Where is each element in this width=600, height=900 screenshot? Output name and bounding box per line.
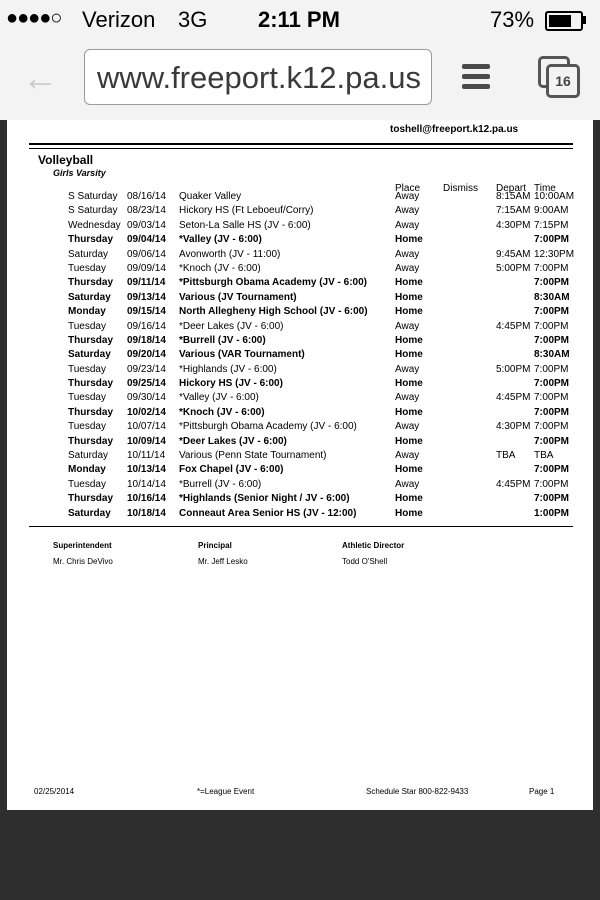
game-opponent: *Knoch (JV - 6:00) — [179, 406, 265, 418]
game-opponent: Hickory HS (JV - 6:00) — [179, 378, 283, 390]
game-place: Home — [395, 464, 423, 476]
game-opponent: Various (VAR Tournament) — [179, 349, 305, 361]
battery-fill — [549, 15, 571, 27]
reader-menu-icon[interactable] — [462, 64, 490, 92]
game-depart: 4:45PM — [496, 478, 531, 490]
table-row — [7, 377, 593, 391]
game-date: 09/25/14 — [127, 378, 166, 390]
game-date: 09/13/14 — [127, 291, 166, 303]
game-day: Tuesday — [68, 421, 106, 433]
game-depart: 4:45PM — [496, 392, 531, 404]
game-day: Thursday — [68, 493, 114, 505]
game-day: Saturday — [68, 349, 111, 361]
game-place: Away — [395, 363, 420, 375]
header-rule-thin — [29, 148, 573, 149]
game-depart: 4:30PM — [496, 219, 531, 231]
table-row — [7, 248, 593, 262]
table-row — [7, 463, 593, 477]
game-place: Home — [395, 234, 423, 246]
game-opponent: Quaker Valley — [179, 191, 242, 202]
table-row — [7, 262, 593, 276]
game-opponent: Various (JV Tournament) — [179, 291, 297, 303]
game-day: Tuesday — [68, 262, 106, 274]
table-row — [7, 190, 593, 204]
game-day: Tuesday — [68, 392, 106, 404]
game-time: 7:00PM — [534, 262, 569, 274]
game-time: 7:00PM — [534, 435, 570, 447]
game-depart: 8:15AM — [496, 191, 531, 202]
game-depart: 5:00PM — [496, 262, 531, 274]
game-time: 7:00PM — [534, 306, 570, 318]
game-place: Away — [395, 478, 420, 490]
table-row — [7, 507, 593, 521]
table-row — [7, 420, 593, 434]
game-depart: 7:15AM — [496, 205, 531, 217]
game-day: S Saturday — [68, 205, 118, 217]
game-time: 12:30PM — [534, 248, 575, 260]
game-date: 10/13/14 — [127, 464, 166, 476]
signature-name: Todd O'Shell — [342, 557, 388, 566]
contact-email[interactable]: toshell@freeport.k12.pa.us — [390, 124, 519, 135]
signature-name: Mr. Jeff Lesko — [198, 557, 248, 566]
footer-schedule-star: Schedule Star 800-822-9433 — [366, 787, 469, 796]
game-time: 7:00PM — [534, 406, 570, 418]
game-date: 09/11/14 — [127, 277, 166, 289]
game-time: 7:00PM — [534, 277, 570, 289]
game-opponent: Avonworth (JV - 11:00) — [179, 248, 281, 260]
game-opponent: *Pittsburgh Obama Academy (JV - 6:00) — [179, 421, 357, 433]
game-day: Saturday — [68, 450, 109, 462]
game-place: Away — [395, 219, 420, 231]
game-date: 10/09/14 — [127, 435, 166, 447]
game-day: Tuesday — [68, 363, 106, 375]
game-date: 09/04/14 — [127, 234, 166, 246]
table-row — [7, 305, 593, 319]
game-time: 7:15PM — [534, 219, 569, 231]
game-date: 09/16/14 — [127, 320, 166, 332]
table-row — [7, 334, 593, 348]
game-place: Away — [395, 262, 420, 274]
game-depart: 4:30PM — [496, 421, 531, 433]
game-place: Home — [395, 493, 423, 505]
battery-percent: 73% — [490, 7, 535, 32]
tabs-count: 16 — [546, 64, 580, 98]
game-time: 1:00PM — [534, 507, 570, 519]
game-opponent: *Burrell (JV - 6:00) — [179, 478, 262, 490]
table-row — [7, 320, 593, 334]
browser-toolbar — [0, 40, 600, 120]
table-row — [7, 435, 593, 449]
game-time: 8:30AM — [534, 349, 570, 361]
game-time: 7:00PM — [534, 320, 569, 332]
game-date: 10/16/14 — [127, 493, 166, 505]
game-day: Saturday — [68, 248, 109, 260]
game-place: Home — [395, 277, 423, 289]
sport-title: Volleyball — [38, 153, 94, 167]
team-subtitle: Girls Varsity — [53, 168, 106, 178]
game-time: 9:00AM — [534, 205, 569, 217]
game-time: 7:00PM — [534, 478, 569, 490]
game-opponent: Hickory HS (Ft Leboeuf/Corry) — [179, 205, 314, 217]
game-day: Thursday — [68, 334, 114, 346]
url-text: www.freeport.k12.pa.us — [97, 60, 421, 95]
signature-name: Mr. Chris DeVivo — [53, 557, 113, 566]
game-day: Monday — [68, 464, 106, 476]
game-day: S Saturday — [68, 191, 118, 202]
column-header-place: Place — [395, 183, 421, 194]
game-day: Saturday — [68, 291, 111, 303]
game-time: 7:00PM — [534, 392, 569, 404]
table-row — [7, 348, 593, 362]
game-place: Home — [395, 349, 423, 361]
game-opponent: Various (Penn State Tournament) — [179, 450, 327, 462]
game-time: 7:00PM — [534, 334, 570, 346]
table-row — [7, 492, 593, 506]
game-opponent: *Highlands (JV - 6:00) — [179, 363, 277, 375]
footer-legend: *=League Event — [197, 787, 255, 796]
game-day: Thursday — [68, 234, 114, 246]
game-time: 7:00PM — [534, 234, 570, 246]
footer-rule — [29, 526, 573, 527]
footer-date: 02/25/2014 — [34, 787, 75, 796]
game-opponent: *Burrell (JV - 6:00) — [179, 334, 266, 346]
game-day: Thursday — [68, 406, 114, 418]
game-place: Away — [395, 450, 420, 462]
column-header-time: Time — [534, 183, 556, 194]
game-depart: 9:45AM — [496, 248, 531, 260]
footer-page-number: Page 1 — [529, 787, 555, 796]
schedule-document — [7, 120, 593, 810]
game-date: 09/30/14 — [127, 392, 166, 404]
signature-title: Principal — [198, 541, 232, 550]
game-place: Away — [395, 248, 420, 260]
table-row — [7, 291, 593, 305]
table-row — [7, 233, 593, 247]
game-time: 7:00PM — [534, 493, 570, 505]
table-row — [7, 363, 593, 377]
game-date: 09/18/14 — [127, 334, 166, 346]
game-date: 10/02/14 — [127, 406, 166, 418]
game-place: Away — [395, 392, 420, 404]
game-depart: 5:00PM — [496, 363, 531, 375]
game-date: 09/03/14 — [127, 219, 166, 231]
game-depart: TBA — [496, 450, 516, 462]
table-row — [7, 204, 593, 218]
game-time: 10:00AM — [534, 191, 575, 202]
network-type: 3G — [178, 7, 208, 32]
game-place: Away — [395, 421, 420, 433]
game-opponent: *Valley (JV - 6:00) — [179, 234, 262, 246]
header-rule — [29, 143, 573, 145]
game-date: 08/23/14 — [127, 205, 166, 217]
game-place: Home — [395, 378, 423, 390]
game-opponent: Conneaut Area Senior HS (JV - 12:00) — [179, 507, 357, 519]
game-depart: 4:45PM — [496, 320, 531, 332]
table-row — [7, 406, 593, 420]
game-opponent: North Allegheny High School (JV - 6:00) — [179, 306, 368, 318]
clock: 2:11 PM — [258, 7, 340, 32]
game-place: Away — [395, 320, 420, 332]
tabs-button[interactable] — [538, 56, 580, 98]
game-date: 09/06/14 — [127, 248, 166, 260]
game-day: Thursday — [68, 435, 114, 447]
game-opponent: Seton-La Salle HS (JV - 6:00) — [179, 219, 311, 231]
game-place: Home — [395, 291, 423, 303]
game-time: TBA — [534, 450, 554, 462]
game-place: Away — [395, 191, 420, 202]
table-row — [7, 276, 593, 290]
game-place: Home — [395, 435, 423, 447]
signature-title: Superintendent — [53, 541, 112, 550]
game-time: 7:00PM — [534, 464, 570, 476]
game-day: Saturday — [68, 507, 111, 519]
game-opponent: Fox Chapel (JV - 6:00) — [179, 464, 284, 476]
game-date: 09/09/14 — [127, 262, 166, 274]
game-place: Home — [395, 334, 423, 346]
game-place: Away — [395, 205, 420, 217]
game-date: 09/20/14 — [127, 349, 166, 361]
schedule-table — [7, 190, 593, 521]
game-place: Home — [395, 406, 423, 418]
game-place: Home — [395, 306, 423, 318]
game-date: 09/23/14 — [127, 363, 166, 375]
game-time: 7:00PM — [534, 421, 569, 433]
game-time: 7:00PM — [534, 378, 570, 390]
game-date: 10/11/14 — [127, 450, 166, 462]
game-day: Wednesday — [68, 219, 121, 231]
game-opponent: *Deer Lakes (JV - 6:00) — [179, 435, 287, 447]
game-day: Monday — [68, 306, 106, 318]
game-day: Tuesday — [68, 478, 106, 490]
game-day: Tuesday — [68, 320, 106, 332]
table-row — [7, 478, 593, 492]
address-bar[interactable] — [84, 49, 432, 105]
game-date: 10/14/14 — [127, 478, 166, 490]
signal-strength-icon: ●●●●○ — [6, 7, 62, 29]
game-date: 10/18/14 — [127, 507, 166, 519]
signature-title: Athletic Director — [342, 541, 405, 550]
game-date: 10/07/14 — [127, 421, 166, 433]
battery-icon — [545, 11, 583, 31]
game-time: 7:00PM — [534, 363, 569, 375]
game-opponent: *Valley (JV - 6:00) — [179, 392, 259, 404]
game-date: 09/15/14 — [127, 306, 166, 318]
status-bar — [0, 0, 600, 40]
back-arrow-icon[interactable]: ← — [22, 57, 58, 98]
table-row — [7, 449, 593, 463]
table-row — [7, 219, 593, 233]
column-header-dismiss: Dismiss — [443, 183, 478, 194]
table-row — [7, 391, 593, 405]
game-opponent: *Knoch (JV - 6:00) — [179, 262, 261, 274]
game-place: Home — [395, 507, 423, 519]
game-opponent: *Pittsburgh Obama Academy (JV - 6:00) — [179, 277, 368, 289]
game-date: 08/16/14 — [127, 191, 166, 202]
game-day: Thursday — [68, 277, 114, 289]
game-opponent: *Deer Lakes (JV - 6:00) — [179, 320, 284, 332]
battery-tip — [583, 16, 586, 24]
column-header-depart: Depart — [496, 183, 527, 194]
game-time: 8:30AM — [534, 291, 570, 303]
game-day: Thursday — [68, 378, 114, 390]
carrier-name: Verizon — [82, 7, 156, 32]
game-opponent: *Highlands (Senior Night / JV - 6:00) — [179, 493, 350, 505]
